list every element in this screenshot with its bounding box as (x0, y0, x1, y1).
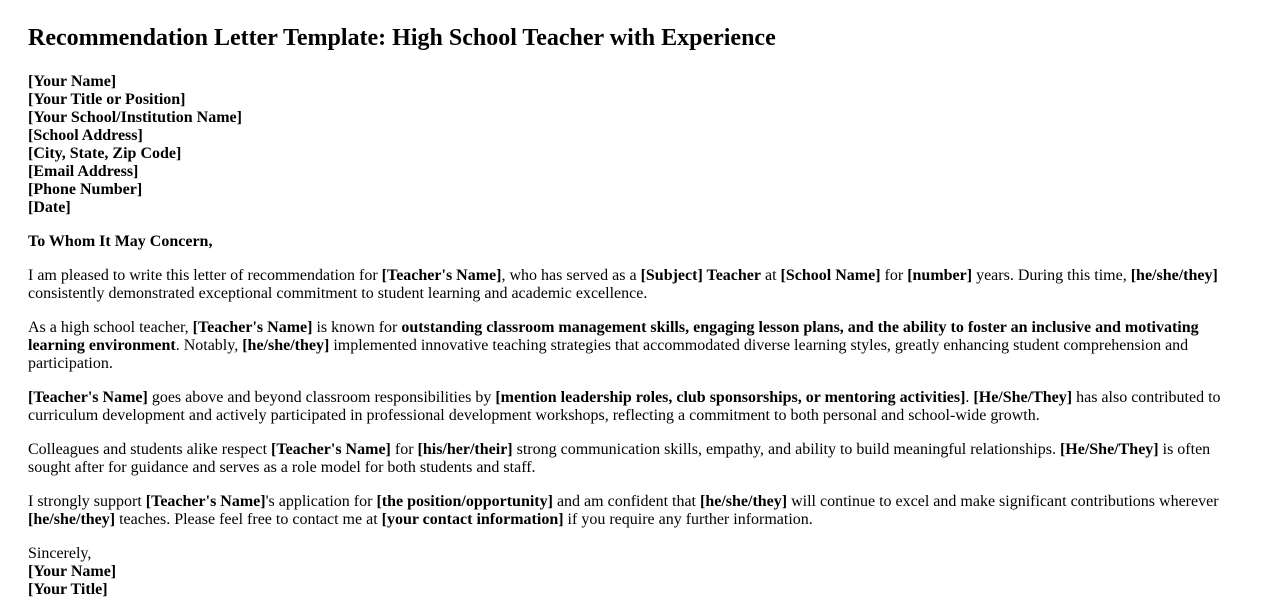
placeholder-field: [he/she/they] (1130, 267, 1218, 284)
sender-name-line: [Your Name] (28, 73, 117, 90)
placeholder-field: [his/her/their] (417, 441, 513, 458)
closing-block (28, 545, 1250, 599)
placeholder-field: [Teacher's Name] (28, 389, 148, 406)
letter-paragraph-2: As a high school teacher, [Teacher's Name] is known for outstanding classroom management skills, engaging lesson plans, and the ability to foster an inclusive and motivating learning environment. Notably, [he/she/they] implemented innovative teaching strategies that accommodated diverse learning styles, greatly enhancing student comprehension and participation. (28, 319, 1199, 372)
placeholder-field: [Teacher's Name] (145, 493, 266, 510)
signature-name-line: [Your Name] (28, 563, 117, 580)
page-title: Recommendation Letter Template: High School Teacher with Experience (28, 25, 776, 51)
sender-phone-line: [Phone Number] (28, 181, 143, 198)
letter-paragraph-3: [Teacher's Name] goes above and beyond classroom responsibilities by [mention leadership roles, club sponsorships, or mentoring activities]. [He/She/They] has also contributed to curriculum development and actively participated in professional development workshops, reflecting a commitment to both personal and school-wide growth. (28, 389, 1221, 424)
placeholder-field: [he/she/they] (242, 337, 330, 354)
letter-paragraph-4: Colleagues and students alike respect [Teacher's Name] for [his/her/their] strong communication skills, empathy, and ability to build meaningful relationships. [He/She/They] is often sought after for guidance and serves as a role model for both students and staff. (28, 441, 1211, 476)
closing-word: Sincerely, (28, 545, 92, 562)
placeholder-field: [the position/opportunity] (376, 493, 553, 510)
signature-title-line: [Your Title] (28, 581, 108, 598)
placeholder-field: [Teacher's Name] (381, 267, 502, 284)
sender-email-line: [Email Address] (28, 163, 139, 180)
placeholder-field: [Subject] Teacher (640, 267, 761, 284)
sender-date-line: [Date] (28, 199, 71, 216)
placeholder-field: [He/She/They] (973, 389, 1073, 406)
sender-address-block (28, 73, 1250, 217)
placeholder-field: [your contact information] (381, 511, 564, 528)
salutation: To Whom It May Concern, (28, 233, 213, 250)
placeholder-field: [number] (907, 267, 973, 284)
placeholder-field: [Teacher's Name] (192, 319, 313, 336)
placeholder-field: [School Name] (780, 267, 881, 284)
placeholder-field: [mention leadership roles, club sponsorships, or mentoring activities] (495, 389, 966, 406)
letter-paragraph-5: I strongly support [Teacher's Name]'s application for [the position/opportunity] and am confident that [he/she/they] will continue to excel and make significant contributions wherever [he/she/they] teaches. Please feel free to contact me at [your contact information] if you require any further information. (28, 493, 1219, 528)
placeholder-field: [he/she/they] (28, 511, 116, 528)
letter-paragraph-1: I am pleased to write this letter of recommendation for [Teacher's Name], who has served as a [Subject] Teacher at [School Name] for [number] years. During this time, [he/she/they] consistently demonstrated exceptional commitment to student learning and academic excellence. (28, 267, 1218, 302)
placeholder-field: outstanding classroom management skills, engaging lesson plans, and the ability to foster an inclusive and motivating learning environment (28, 319, 1199, 354)
placeholder-field: [Teacher's Name] (271, 441, 391, 458)
placeholder-field: [he/she/they] (700, 493, 788, 510)
sender-title-line: [Your Title or Position] (28, 91, 186, 108)
placeholder-field: [He/She/They] (1059, 441, 1159, 458)
sender-school-line: [Your School/Institution Name] (28, 109, 242, 126)
sender-street-line: [School Address] (28, 127, 143, 144)
sender-city-line: [City, State, Zip Code] (28, 145, 182, 162)
